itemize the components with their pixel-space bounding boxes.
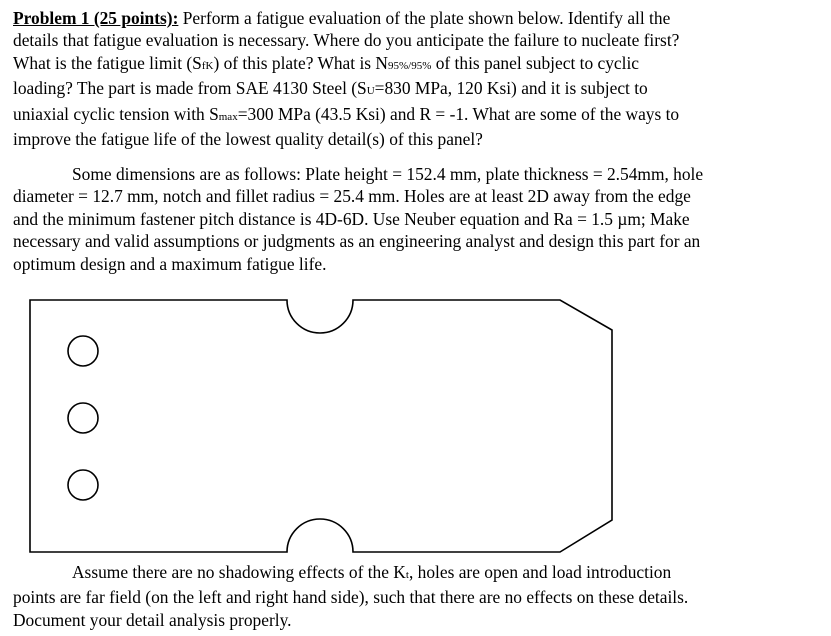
assumption-line-2: points are far field (on the left and right hand side), such that there are no effects on these details. [13,587,689,608]
hole-1 [68,336,98,366]
su-subscript: U [366,85,375,98]
dimensions-line-1: Some dimensions are as follows: Plate height = 152.4 mm, plate thickness = 2.54mm, hole [72,164,704,184]
assumption-line-1-pre: Assume there are no shadowing effects of the K [72,562,406,582]
smax-subscript: max [218,110,238,123]
problem-line-4-pre: loading? The part is made from SAE 4130 Steel (S [13,78,367,99]
hole-3 [68,470,98,500]
problem-line-5-pre: uniaxial cyclic tension with S [13,103,219,124]
n-subscript: 95%/95% [387,59,432,72]
dimensions-line-3: and the minimum fastener pitch distance is 4D-6D. Use Neuber equation and Ra = 1.5 µm; Make [13,208,690,229]
dimensions-line-4: necessary and valid assumptions or judgments as an engineering analyst and design this part for an [13,231,701,252]
kt-subscript: t [405,569,409,581]
problem-line-1: Perform a fatigue evaluation of the plate shown below. Identify all the [178,8,671,28]
dimensions-line-5: optimum design and a maximum fatigue life. [13,253,327,274]
hole-2 [68,403,98,433]
dimensions-line-2: diameter = 12.7 mm, notch and fillet radius = 25.4 mm. Holes are at least 2D away from the edge [13,186,691,207]
problem-line-3-post: ) of this plate? What is N [213,52,388,73]
problem-line-2: details that fatigue evaluation is necessary. Where do you anticipate the failure to nucleate first? [13,30,680,51]
problem-line-4-post: =830 MPa, 120 Ksi) and it is subject to [374,78,648,99]
problem-line-5-post: =300 MPa (43.5 Ksi) and R = -1. What are some of the ways to [237,103,680,124]
assumption-paragraph [13,561,813,631]
problem-line-6: improve the fatigue life of the lowest quality detail(s) of this panel? [13,129,483,150]
assumption-line-1-post: , holes are open and load introduction [408,562,672,582]
problem-heading: Problem 1 (25 points): [13,8,179,28]
plate-outline [30,300,612,552]
problem-line-3-end: of this panel subject to cyclic [431,52,640,73]
fatigue-limit-subscript: fK [201,59,214,72]
assumption-line-3: Document your detail analysis properly. [13,609,292,630]
problem-line-3-pre: What is the fatigue limit (S [13,52,202,73]
